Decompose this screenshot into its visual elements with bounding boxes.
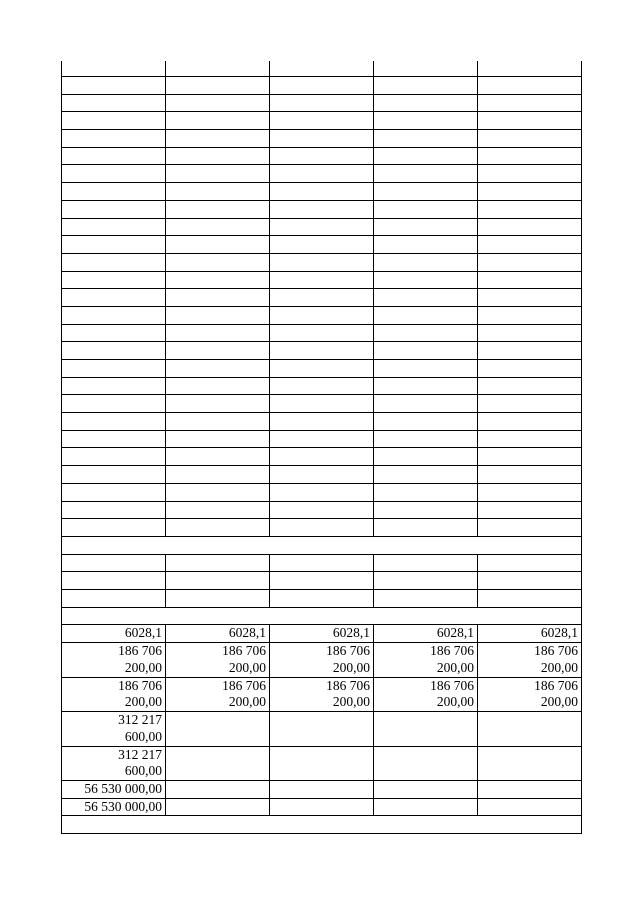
table-cell (270, 519, 374, 537)
table-cell (374, 94, 478, 112)
table-cell (270, 448, 374, 466)
table-cell (166, 589, 270, 607)
table-cell (374, 519, 478, 537)
cell-text: 6028,1 (332, 625, 370, 641)
table-cell (270, 781, 374, 799)
table-cell (166, 360, 270, 378)
table-cell (270, 483, 374, 501)
table-cell (270, 677, 374, 712)
cell-text-line: 200,00 (124, 694, 162, 709)
table-row (62, 483, 582, 501)
table-cell (166, 798, 270, 816)
table-cell (166, 677, 270, 712)
table-cell (374, 448, 478, 466)
cell-text-line: 600,00 (124, 763, 162, 778)
table-cell (374, 554, 478, 572)
table-cell (478, 501, 582, 519)
table-cell (62, 147, 166, 165)
table-cell (166, 147, 270, 165)
table-cell (62, 306, 166, 324)
table-cell (166, 61, 270, 77)
table-row (62, 746, 582, 781)
table-cell (478, 413, 582, 431)
table-cell (270, 200, 374, 218)
table-cell (62, 413, 166, 431)
table-row (62, 253, 582, 271)
table-cell (62, 130, 166, 148)
table-cell (166, 271, 270, 289)
table-row (62, 183, 582, 201)
table-cell (270, 377, 374, 395)
table-cell (62, 625, 166, 643)
table-row (62, 377, 582, 395)
table-cell (478, 77, 582, 95)
table-cell (62, 816, 582, 834)
table-cell (374, 712, 478, 747)
table-cell (62, 643, 166, 678)
table-cell (478, 112, 582, 130)
table-cell (270, 165, 374, 183)
table-cell (478, 554, 582, 572)
table-row (62, 94, 582, 112)
table-section-row (62, 607, 582, 625)
table-cell (374, 130, 478, 148)
table-cell (270, 466, 374, 484)
table-cell (270, 218, 374, 236)
cell-text-line: 200,00 (228, 694, 266, 709)
table-row (62, 236, 582, 254)
table-cell (478, 200, 582, 218)
table-cell (478, 360, 582, 378)
table-section-row (62, 536, 582, 554)
table-cell (478, 395, 582, 413)
table-cell (166, 130, 270, 148)
cell-text-line: 186 706 (326, 677, 370, 693)
table-cell (478, 165, 582, 183)
table-body (62, 61, 582, 834)
table-cell (270, 395, 374, 413)
table-cell (374, 501, 478, 519)
table-cell (374, 236, 478, 254)
table-row (62, 798, 582, 816)
table-cell (62, 572, 166, 590)
table-cell (270, 643, 374, 678)
cell-text-line: 312 217 (118, 712, 162, 727)
table-cell (166, 554, 270, 572)
table-cell (270, 77, 374, 95)
table-cell (62, 466, 166, 484)
table-cell (270, 430, 374, 448)
table-cell (374, 589, 478, 607)
table-cell (270, 306, 374, 324)
table-row (62, 147, 582, 165)
cell-text-line: 600,00 (124, 728, 162, 744)
table-cell (270, 360, 374, 378)
table-cell (166, 643, 270, 678)
cell-text-line: 200,00 (124, 659, 162, 675)
table-cell (166, 236, 270, 254)
table-cell (62, 324, 166, 342)
table-cell (62, 200, 166, 218)
table-row (62, 130, 582, 148)
table-row (62, 430, 582, 448)
cell-text-line: 186 706 (222, 677, 266, 693)
table-cell (166, 218, 270, 236)
table-cell (62, 430, 166, 448)
table-cell (166, 324, 270, 342)
table-cell (62, 271, 166, 289)
table-cell (374, 218, 478, 236)
cell-text: 6028,1 (540, 625, 578, 641)
table-cell (166, 112, 270, 130)
table-cell (166, 712, 270, 747)
table-cell (374, 165, 478, 183)
table-cell (166, 342, 270, 360)
table-cell (270, 746, 374, 781)
table-cell (478, 236, 582, 254)
table-cell (62, 289, 166, 307)
table-cell (374, 572, 478, 590)
table-cell (166, 501, 270, 519)
table-row (62, 466, 582, 484)
table-row (62, 625, 582, 643)
table-row (62, 289, 582, 307)
table-row (62, 165, 582, 183)
table-cell (478, 253, 582, 271)
table-row (62, 643, 582, 678)
table-cell (374, 430, 478, 448)
table-cell (166, 413, 270, 431)
table-cell (374, 289, 478, 307)
table-cell (270, 501, 374, 519)
table-cell (166, 94, 270, 112)
table-cell (62, 360, 166, 378)
table-cell (270, 324, 374, 342)
table-row (62, 781, 582, 799)
table-cell (478, 798, 582, 816)
table-cell (478, 746, 582, 781)
table-cell (478, 519, 582, 537)
table-cell (374, 746, 478, 781)
table-row (62, 395, 582, 413)
table-cell (270, 625, 374, 643)
table-cell (478, 130, 582, 148)
table-cell (374, 200, 478, 218)
cell-text-line: 186 706 (326, 643, 370, 658)
table-cell (62, 519, 166, 537)
table-row (62, 360, 582, 378)
table-cell (270, 342, 374, 360)
table-cell (374, 677, 478, 712)
table-cell (166, 200, 270, 218)
table-cell (62, 253, 166, 271)
table-cell (374, 112, 478, 130)
table-cell (62, 677, 166, 712)
cell-text: 56 530 000,00 (84, 781, 162, 796)
table-cell (374, 342, 478, 360)
table-cell (270, 147, 374, 165)
table-cell (374, 77, 478, 95)
table-cell (62, 236, 166, 254)
table-cell (478, 466, 582, 484)
cell-text-line: 186 706 (534, 677, 578, 693)
table-row (62, 519, 582, 537)
table-cell (270, 554, 374, 572)
table-cell (166, 448, 270, 466)
table-cell (62, 377, 166, 395)
table-cell (478, 712, 582, 747)
table-cell (62, 183, 166, 201)
table-cell (478, 643, 582, 678)
cell-text: 6028,1 (228, 625, 266, 641)
table-cell (374, 466, 478, 484)
table-cell (374, 253, 478, 271)
cell-text-line: 312 217 (118, 746, 162, 762)
table-cell (478, 589, 582, 607)
table-row (62, 677, 582, 712)
table-cell (62, 781, 166, 799)
table-cell (270, 289, 374, 307)
table-cell (374, 413, 478, 431)
table-cell (478, 61, 582, 77)
cell-text-line: 200,00 (436, 659, 474, 675)
table-cell (374, 625, 478, 643)
table-cell (166, 466, 270, 484)
table-cell (166, 746, 270, 781)
table-cell (62, 589, 166, 607)
table-cell (478, 483, 582, 501)
table-cell (478, 271, 582, 289)
table-cell (270, 271, 374, 289)
table-cell (478, 625, 582, 643)
table-row (62, 342, 582, 360)
table-row (62, 554, 582, 572)
table-row (62, 448, 582, 466)
table-row (62, 200, 582, 218)
table-row (62, 112, 582, 130)
table-cell (478, 342, 582, 360)
table-row (62, 712, 582, 747)
table-cell (270, 712, 374, 747)
table-cell (166, 165, 270, 183)
table-cell (166, 572, 270, 590)
cell-text-line: 200,00 (540, 694, 578, 709)
table-cell (166, 483, 270, 501)
table-cell (270, 253, 374, 271)
table-cell (478, 430, 582, 448)
table-cell (270, 798, 374, 816)
table-cell (478, 289, 582, 307)
table-cell (166, 306, 270, 324)
table-cell (62, 501, 166, 519)
cell-text-line: 200,00 (332, 694, 370, 709)
table-cell (478, 377, 582, 395)
table-row (62, 324, 582, 342)
table-row (62, 218, 582, 236)
table-cell (166, 781, 270, 799)
table-cell (478, 448, 582, 466)
table-cell (62, 218, 166, 236)
cell-text-line: 200,00 (436, 694, 474, 709)
table-cell (166, 289, 270, 307)
table-cell (62, 61, 166, 77)
table-cell (478, 572, 582, 590)
table-cell (374, 183, 478, 201)
table-row (62, 61, 582, 77)
table-cell (478, 147, 582, 165)
cell-text-line: 200,00 (332, 659, 370, 675)
table-cell (374, 395, 478, 413)
table-cell (270, 130, 374, 148)
table-cell (374, 147, 478, 165)
table-row (62, 413, 582, 431)
table-cell (62, 94, 166, 112)
table-cell (374, 798, 478, 816)
table-cell (374, 271, 478, 289)
table-cell (270, 572, 374, 590)
table-cell (270, 236, 374, 254)
table-row (62, 501, 582, 519)
table-cell (166, 395, 270, 413)
table-cell (270, 61, 374, 77)
table-cell (478, 306, 582, 324)
cell-text-line: 200,00 (228, 659, 266, 675)
table-cell (166, 377, 270, 395)
table-cell (166, 253, 270, 271)
cell-text-line: 186 706 (118, 677, 162, 693)
table-cell (166, 625, 270, 643)
table-cell (270, 413, 374, 431)
table-cell (374, 306, 478, 324)
cell-text-line: 186 706 (534, 643, 578, 658)
table-cell (374, 483, 478, 501)
cell-text-line: 186 706 (430, 677, 474, 693)
cell-text: 56 530 000,00 (84, 798, 162, 814)
table-row (62, 572, 582, 590)
table-cell (62, 798, 166, 816)
table-cell (62, 554, 166, 572)
table-cell (166, 77, 270, 95)
table-cell (62, 536, 582, 554)
table-row (62, 589, 582, 607)
table-cell (478, 218, 582, 236)
table-row (62, 306, 582, 324)
table-cell (270, 589, 374, 607)
cell-text-line: 186 706 (430, 643, 474, 658)
table-cell (478, 183, 582, 201)
table-cell (62, 483, 166, 501)
table-cell (62, 395, 166, 413)
table-cell (62, 746, 166, 781)
table-cell (62, 712, 166, 747)
table-cell (478, 94, 582, 112)
table-cell (62, 77, 166, 95)
cell-text-line: 200,00 (540, 659, 578, 675)
table-cell (374, 61, 478, 77)
cell-text: 6028,1 (124, 625, 162, 641)
table-cell (270, 112, 374, 130)
table-cell (270, 94, 374, 112)
table-cell (374, 360, 478, 378)
table-cell (270, 183, 374, 201)
table-cell (374, 377, 478, 395)
table-cell (166, 183, 270, 201)
cell-text-line: 186 706 (118, 643, 162, 658)
table-cell (166, 519, 270, 537)
table-row (62, 271, 582, 289)
table-cell (62, 448, 166, 466)
data-table (61, 61, 582, 834)
table-cell (62, 165, 166, 183)
table-cell (166, 430, 270, 448)
table-cell (374, 324, 478, 342)
table-cell (62, 342, 166, 360)
table-cell (374, 643, 478, 678)
table-cell (62, 112, 166, 130)
table-cell (478, 324, 582, 342)
table-cell (62, 607, 582, 625)
table-cell (478, 781, 582, 799)
table-cell (478, 677, 582, 712)
cell-text: 6028,1 (436, 625, 474, 641)
cell-text-line: 186 706 (222, 643, 266, 658)
table-row (62, 77, 582, 95)
table-section-row (62, 816, 582, 834)
table-cell (374, 781, 478, 799)
